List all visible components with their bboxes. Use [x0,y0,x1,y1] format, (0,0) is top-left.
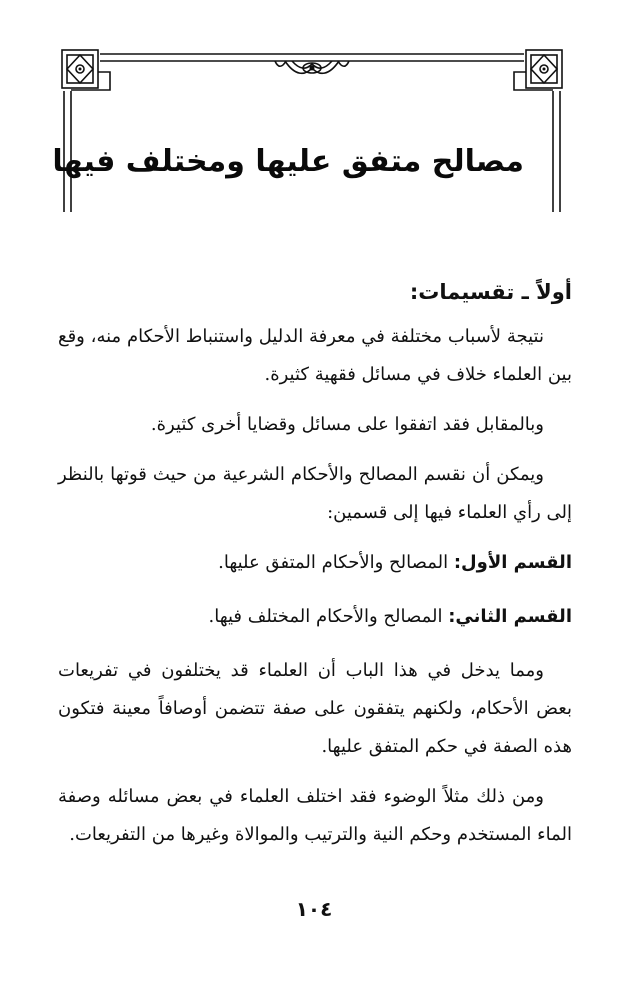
paragraph: نتيجة لأسباب مختلفة في معرفة الدليل واستنباط الأحكام منه، وقع بين العلماء خلاف في مسائل فقهية كثيرة. [58,326,572,385]
page-body [58,272,572,866]
paragraph: ومما يدخل في هذا الباب أن العلماء قد يختلفون في تفريعات بعض الأحكام، ولكنهم يتفقون على صفة تتضمن أوصافاً معينة فتكون هذه الصفة في حكم المتفق عليها. [58,660,572,757]
ornamental-header-frame [52,46,564,216]
division-item [58,544,572,582]
division-item [58,598,572,636]
paragraph: ومن ذلك مثلاً الوضوء فقد اختلف العلماء في بعض مسائله وصفة الماء المستخدم وحكم النية والترتيب والموالاة وغيرها من التفريعات. [58,786,572,845]
frame-ornament [52,46,564,216]
division-label: القسم الثاني: [448,606,572,627]
division-text: المصالح والأحكام المختلف فيها. [208,606,443,627]
division-label: القسم الأول: [453,552,572,573]
chapter-title: مصالح متفق عليها ومختلف فيها [52,144,524,179]
division-text: المصالح والأحكام المتفق عليها. [218,552,449,573]
page-number: ١٠٤ [295,897,333,921]
paragraph: وبالمقابل فقد اتفقوا على مسائل وقضايا أخرى كثيرة. [150,414,544,435]
section-heading: أولاً ـ تقسيمات: [409,280,572,304]
paragraph: ويمكن أن نقسم المصالح والأحكام الشرعية من حيث قوتها بالنظر إلى رأي العلماء فيها إلى قسمين: [58,464,572,523]
